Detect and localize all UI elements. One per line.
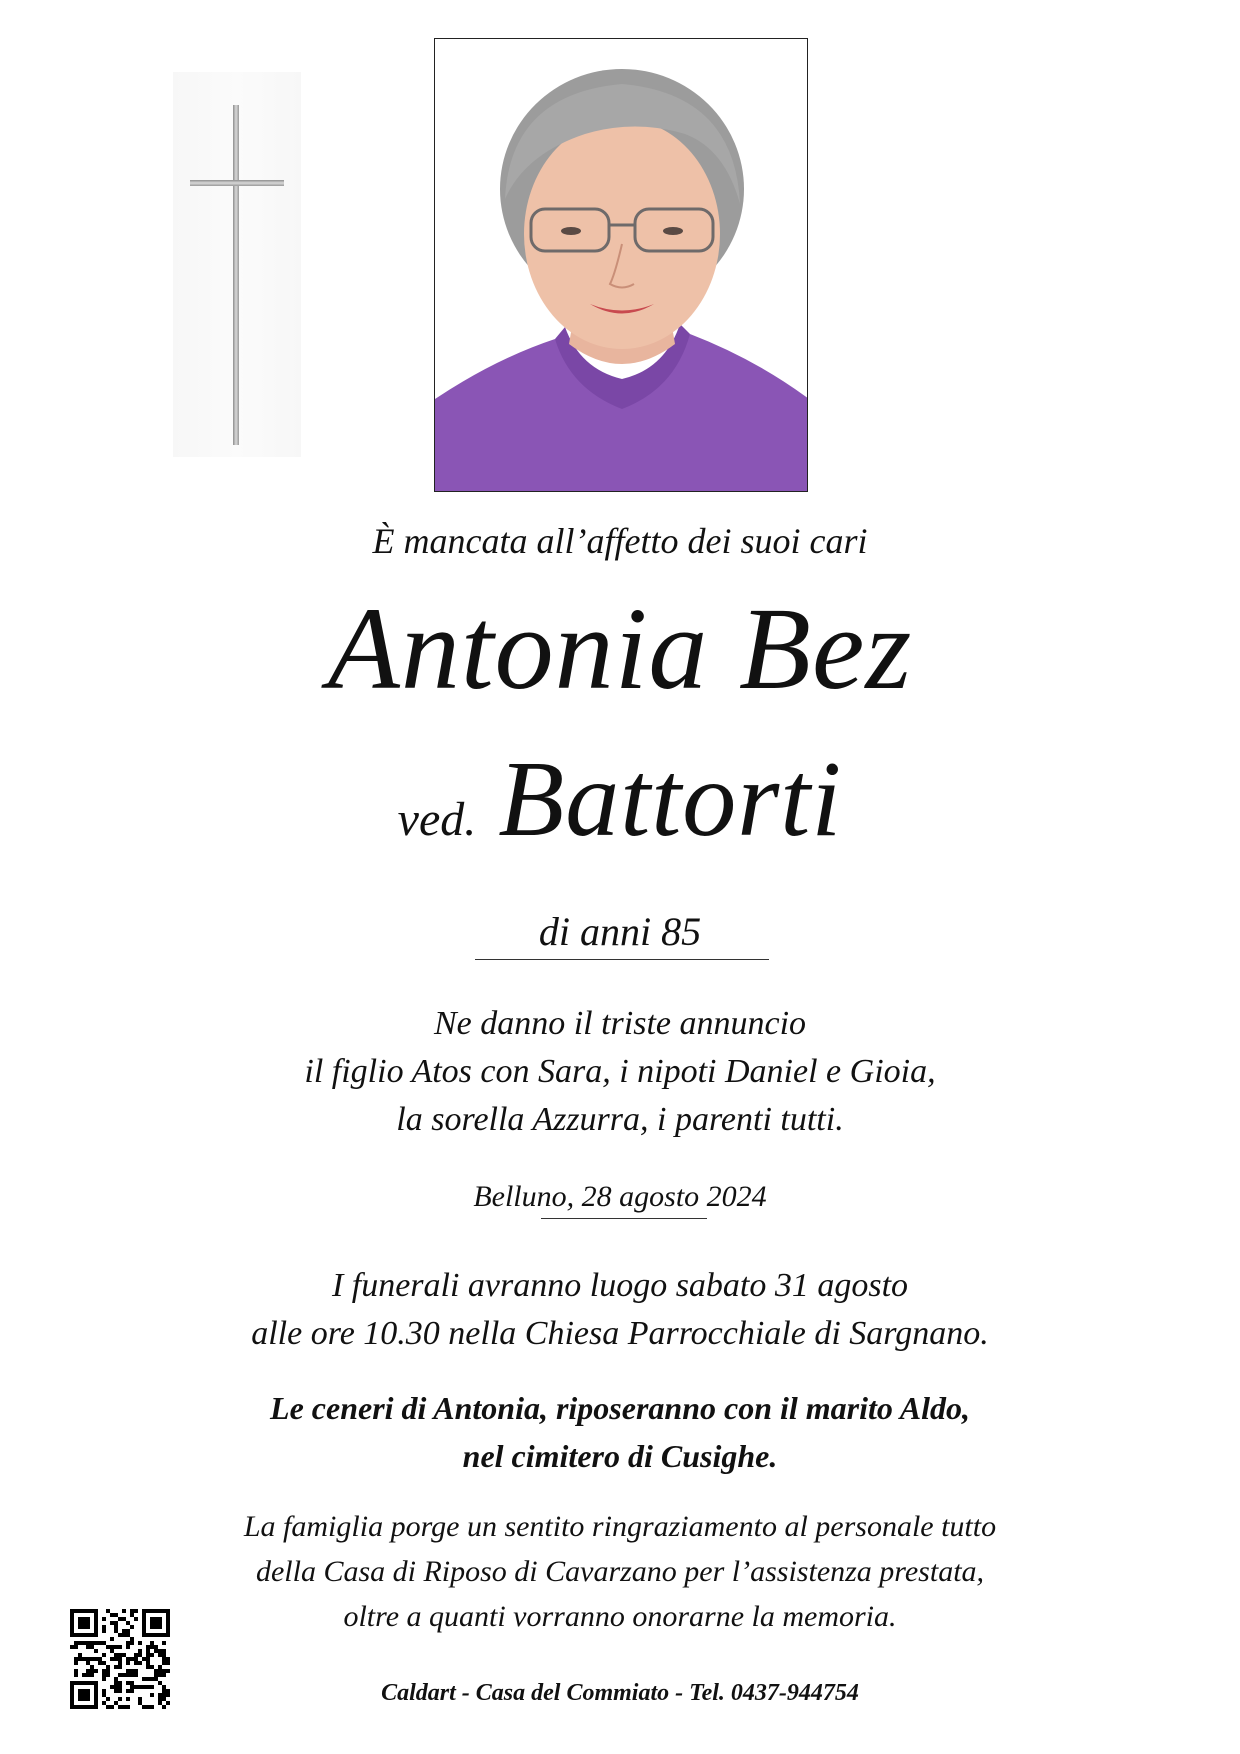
thanks-line: della Casa di Riposo di Cavarzano per l’assistenza prestata, <box>255 1555 985 1588</box>
cross-icon <box>173 72 301 457</box>
ashes-info <box>0 1384 1240 1480</box>
place-date: Belluno, 28 agosto 2024 <box>473 1180 767 1213</box>
thanks-line: La famiglia porge un sentito ringraziamento al personale tutto <box>243 1510 997 1543</box>
announcement-line: la sorella Azzurra, i parenti tutti. <box>396 1101 844 1138</box>
ashes-line: nel cimitero di Cusighe. <box>462 1438 778 1474</box>
announcement <box>0 1000 1240 1144</box>
married-name: Battorti <box>498 740 843 859</box>
ashes-line: Le ceneri di Antonia, riposeranno con il marito Aldo, <box>270 1390 970 1426</box>
intro-text: È mancata all’affetto dei suoi cari <box>372 521 868 561</box>
widow-prefix: ved. <box>397 793 477 846</box>
age-text: di anni 85 <box>538 909 702 954</box>
thanks-line: oltre a quanti vorranno onorarne la memoria. <box>343 1600 897 1633</box>
age-divider <box>475 959 769 960</box>
announcement-line: il figlio Atos con Sara, i nipoti Daniel e Gioia, <box>304 1053 936 1090</box>
deceased-name: Antonia Bez <box>327 583 913 714</box>
funeral-line: alle ore 10.30 nella Chiesa Parrocchiale di Sargnano. <box>251 1315 989 1352</box>
date-divider <box>541 1218 707 1219</box>
funeral-home-footer: Caldart - Casa del Commiato - Tel. 0437-944754 <box>381 1680 859 1706</box>
married-name-row <box>0 740 1240 859</box>
cross-decoration <box>173 72 301 457</box>
funeral-info <box>0 1262 1240 1358</box>
announcement-line: Ne danno il triste annuncio <box>433 1005 807 1042</box>
portrait-photo <box>434 38 808 492</box>
funeral-line: I funerali avranno luogo sabato 31 agosto <box>331 1267 909 1304</box>
portrait-image <box>435 39 808 492</box>
thanks-message <box>0 1504 1240 1639</box>
